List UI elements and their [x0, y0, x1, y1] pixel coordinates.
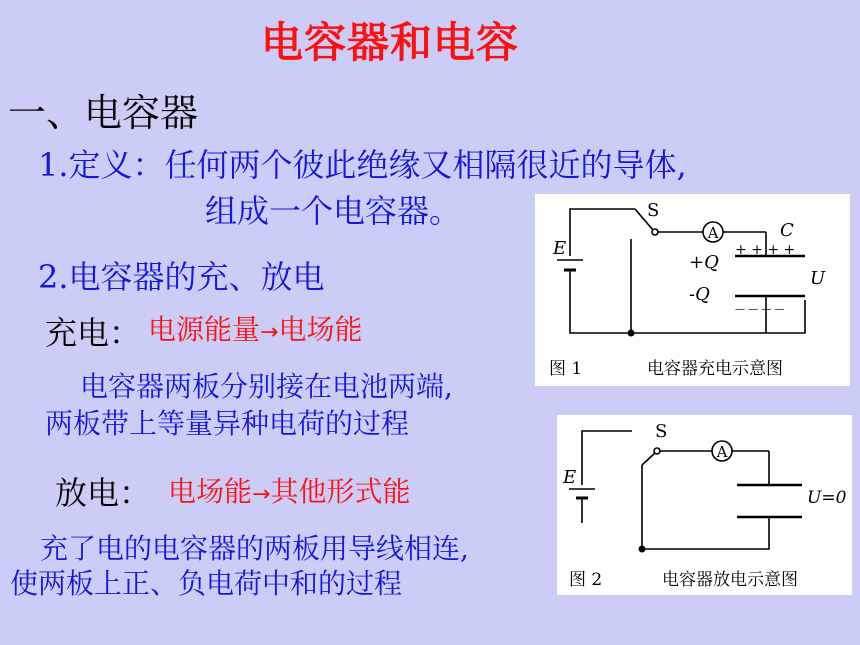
label-minus-q: -Q	[689, 284, 710, 305]
label-E: E	[553, 238, 567, 259]
discharging-label: 放电：	[55, 474, 152, 512]
charging-energy-flow	[148, 308, 362, 348]
discharging-desc-line1: 充了电的电容器的两板用导线相连,	[40, 532, 469, 565]
discharging-circuit-diagram	[557, 415, 852, 595]
junction-dot	[639, 546, 646, 553]
figure-discharging-circuit	[557, 415, 852, 595]
label-plus-q: +Q	[689, 252, 719, 273]
charging-desc-line1: 电容器两板分别接在电池两端,	[80, 370, 453, 403]
figure-charging-circuit	[535, 194, 850, 386]
figure2-number: 图 2	[569, 570, 603, 590]
ammeter-icon: A	[716, 443, 728, 461]
section1-heading: 一、电容器	[8, 91, 199, 135]
charging-flow-to: 电场能	[278, 313, 363, 346]
discharging-flow-to: 其他形式能	[270, 475, 411, 508]
figure1-number: 图 1	[549, 359, 583, 379]
definition-line2: 组成一个电容器。	[205, 192, 462, 230]
label-S: S	[655, 421, 668, 442]
ammeter-icon: A	[707, 224, 719, 242]
figure1-caption: 电容器充电示意图	[647, 359, 783, 379]
page-title: 电容器和电容	[260, 18, 519, 67]
definition-line1: 1.定义：任何两个彼此绝缘又相隔很近的导体,	[38, 146, 687, 184]
label-C: C	[780, 220, 794, 241]
right-arrow-icon: →	[260, 320, 279, 345]
charging-label: 充电：	[45, 314, 142, 352]
charging-desc-line2: 两板带上等量异种电荷的过程	[45, 407, 410, 440]
junction-dot	[628, 330, 635, 337]
discharging-desc-line2: 使两板上正、负电荷中和的过程	[10, 567, 403, 600]
right-arrow-icon: →	[252, 482, 271, 507]
minus-charges: — — — —	[735, 304, 785, 315]
charging-circuit-diagram	[535, 194, 850, 386]
plus-charges: + + + +	[735, 242, 796, 258]
section2-heading: 2.电容器的充、放电	[38, 258, 325, 296]
discharging-energy-flow	[168, 470, 410, 510]
label-U: U	[810, 268, 826, 289]
figure2-caption: 电容器放电示意图	[662, 570, 798, 590]
charging-flow-from: 电源能量	[148, 313, 261, 346]
label-U-zero: U=0	[807, 488, 847, 508]
discharging-flow-from: 电场能	[168, 475, 253, 508]
label-E: E	[563, 467, 577, 488]
label-S: S	[647, 200, 660, 221]
